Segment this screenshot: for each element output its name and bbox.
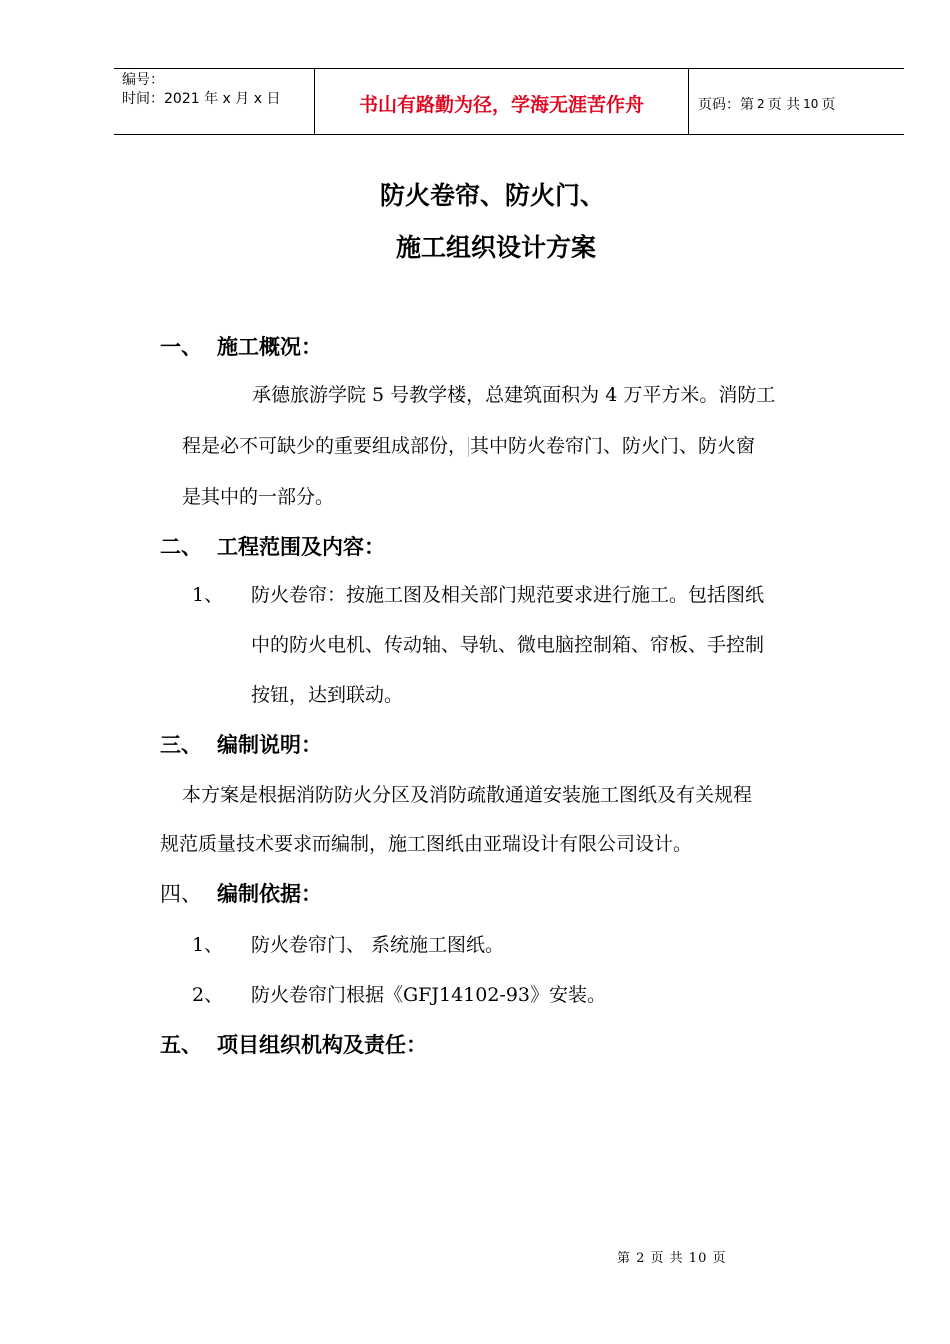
overview-line-1: 承德旅游学院 5 号教学楼，总建筑面积为 4 万平方米。消防工 <box>252 384 776 406</box>
overview-line-2b: 其中防火卷帘门、防火门、防火窗 <box>470 435 756 457</box>
page-total: 10 <box>803 96 819 111</box>
basis-item-number: 1、 <box>192 934 224 956</box>
section-number: 五、 <box>160 1033 202 1057</box>
header-meta <box>114 69 315 134</box>
section-number: 二、 <box>160 535 202 559</box>
scope-item-number: 1、 <box>192 584 224 606</box>
basis-item-number: 2、 <box>192 984 224 1006</box>
document-title-line-1: 防火卷帘、防火门、 <box>380 181 606 210</box>
section-heading-basis <box>160 878 322 908</box>
section-title: 项目组织机构及责任： <box>217 1033 427 1057</box>
section-number: 四、 <box>160 882 202 906</box>
section-number: 一、 <box>160 335 202 359</box>
explanation-line-1: 本方案是根据消防防火分区及消防疏散通道安装施工图纸及有关规程 <box>182 784 753 806</box>
section-title: 编制说明： <box>217 733 322 757</box>
overview-line-2a: 程是必不可缺少的重要组成部份， <box>182 435 468 457</box>
section-heading-overview <box>160 331 322 361</box>
basis-item-text: 防火卷帘门根据《GFJ14102-93》安装。 <box>251 984 607 1006</box>
section-heading-explanation <box>160 729 322 759</box>
scope-line-1: 防火卷帘：按施工图及相关部门规范要求进行施工。包括图纸 <box>251 584 765 606</box>
page-mid: 页 共 <box>767 96 801 113</box>
page-prefix: 页码：第 <box>698 96 754 113</box>
section-title: 施工概况： <box>217 335 322 359</box>
section-heading-scope <box>160 531 385 561</box>
page-header <box>114 68 904 135</box>
text-cursor-mark <box>468 437 469 457</box>
scope-line-2: 中的防火电机、传动轴、导轨、微电脑控制箱、帘板、手控制 <box>251 634 765 656</box>
document-time-label: 时间：2021 年 x 月 x 日 <box>122 91 281 107</box>
header-page-number <box>689 69 904 134</box>
overview-line-2 <box>182 431 755 458</box>
explanation-line-2: 规范质量技术要求而编制，施工图纸由亚瑞设计有限公司设计。 <box>160 833 693 855</box>
scope-line-3: 按钮，达到联动。 <box>251 684 404 706</box>
section-heading-organization <box>160 1029 427 1059</box>
header-motto: 书山有路勤为径，学海无涯苦作舟 <box>315 69 689 134</box>
document-number-label: 编号： <box>122 72 164 88</box>
page-suffix: 页 <box>821 96 836 113</box>
section-title: 工程范围及内容： <box>217 535 385 559</box>
page-footer: 第 2 页 共 10 页 <box>617 1251 727 1266</box>
section-title: 编制依据： <box>217 882 322 906</box>
page-current: 2 <box>757 96 765 111</box>
section-number: 三、 <box>160 733 202 757</box>
document-title-line-2: 施工组织设计方案 <box>396 233 597 262</box>
overview-line-3: 是其中的一部分。 <box>182 486 335 508</box>
basis-item-text: 防火卷帘门、 系统施工图纸。 <box>251 934 505 956</box>
